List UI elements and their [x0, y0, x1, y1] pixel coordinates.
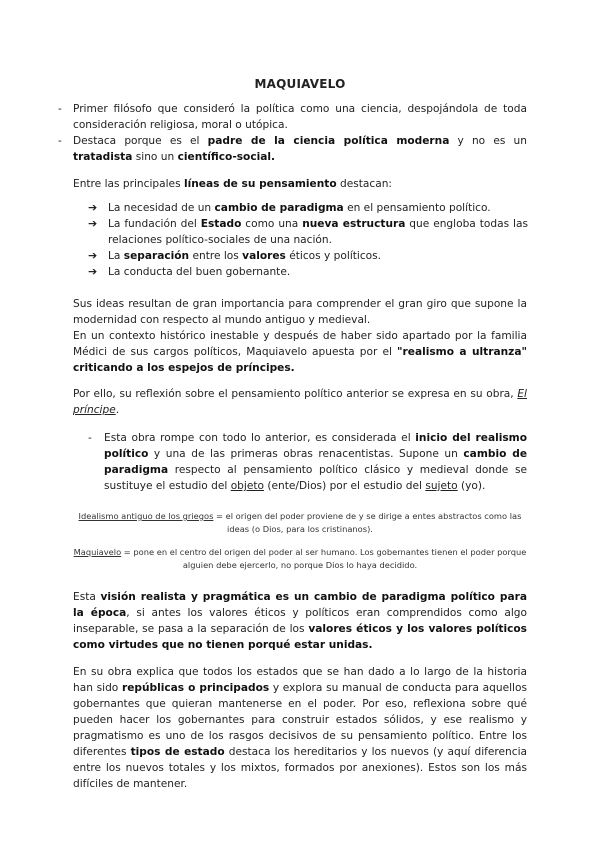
list-item: La necesidad de un cambio de paradigma en el pensamiento político. — [108, 202, 491, 214]
paragraph-ideas: Sus ideas resultan de gran importancia para comprender el gran giro que supone la modernidad con respecto al mundo antiguo y medieval. — [73, 298, 527, 326]
bullet-marker: - — [58, 135, 62, 147]
arrow-icon: ➔ — [88, 201, 98, 214]
note-maquiavelo: Maquiavelo = pone en el centro del origen del poder al ser humano. Los gobernantes tienen el poder porque alguien debe ejercerlo, no porque Dios lo haya decidido. — [73, 547, 527, 570]
page-title: MAQUIAVELO — [254, 77, 346, 91]
bullet-obra-realismo: Esta obra rompe con todo lo anterior, es considerada el inicio del realismo político y una de las primeras obras renacentistas. Supone un cambio de paradigma respecto al pensamiento político clásico y medieval donde se sustituye el estudio del objeto (ente/Dios) por el estudio del sujeto (yo). — [104, 432, 528, 492]
note-greek-idealism: Idealismo antiguo de los griegos = el origen del poder proviene de y se dirige a entes abstractos como las ideas (o Dios, para los cristinanos). — [78, 511, 522, 534]
list-item: La conducta del buen gobernante. — [108, 266, 291, 278]
bullet-first-philosopher: Primer filósofo que consideró la política como una ciencia, despojándola de toda consideración religiosa, moral o utópica. — [73, 103, 527, 131]
list-item: La fundación del Estado como una nueva estructura que engloba todas las relaciones político-sociales de una nación. — [108, 218, 528, 246]
arrow-icon: ➔ — [88, 249, 98, 262]
paragraph-vision: Esta visión realista y pragmática es un cambio de paradigma político para la época, si antes los valores éticos y políticos eran comprendidos como algo inseparable, se pasa a la separación de los valores éticos y los valores políticos como virtudes que no tienen porqué estar unidas. — [73, 591, 527, 651]
arrow-icon: ➔ — [88, 265, 98, 278]
lines-of-thought-intro: Entre las principales líneas de su pensamiento destacan: — [73, 178, 392, 190]
arrow-icon: ➔ — [88, 217, 98, 230]
paragraph-context: En un contexto histórico inestable y después de haber sido apartado por la familia Médici de sus cargos políticos, Maquiavelo apuesta por el "realismo a ultranza" criticando a los espejos de príncipes. — [73, 330, 527, 374]
bullet-father-political-science: Destaca porque es el padre de la ciencia política moderna y no es un tratadista sino un científico-social. — [73, 135, 527, 163]
list-item: La separación entre los valores éticos y políticos. — [108, 250, 382, 262]
bullet-marker: - — [88, 432, 92, 444]
bullet-marker: - — [58, 103, 62, 115]
paragraph-reflexion: Por ello, su reflexión sobre el pensamiento político anterior se expresa en su obra, El príncipe. — [73, 388, 527, 416]
work-title-el-principe: El príncipe — [73, 388, 527, 416]
paragraph-estados: En su obra explica que todos los estados que se han dado a lo largo de la historia han sido repúblicas o principados y explora su manual de conducta para aquellos gobernantes que quieran mantenerse en el poder. Por eso, reflexiona sobre qué pueden hacer los gobernantes para construir estados sólidos, y ese realismo y pragmatismo es uno de los rasgos decisivos de su pensamiento político. Entre los diferentes tipos de estado destaca los hereditarios y los nuevos (y aquí diferencia entre los nuevos totales y los mixtos, formados por anexiones). Estos son los más difíciles de mantener. — [73, 666, 528, 790]
